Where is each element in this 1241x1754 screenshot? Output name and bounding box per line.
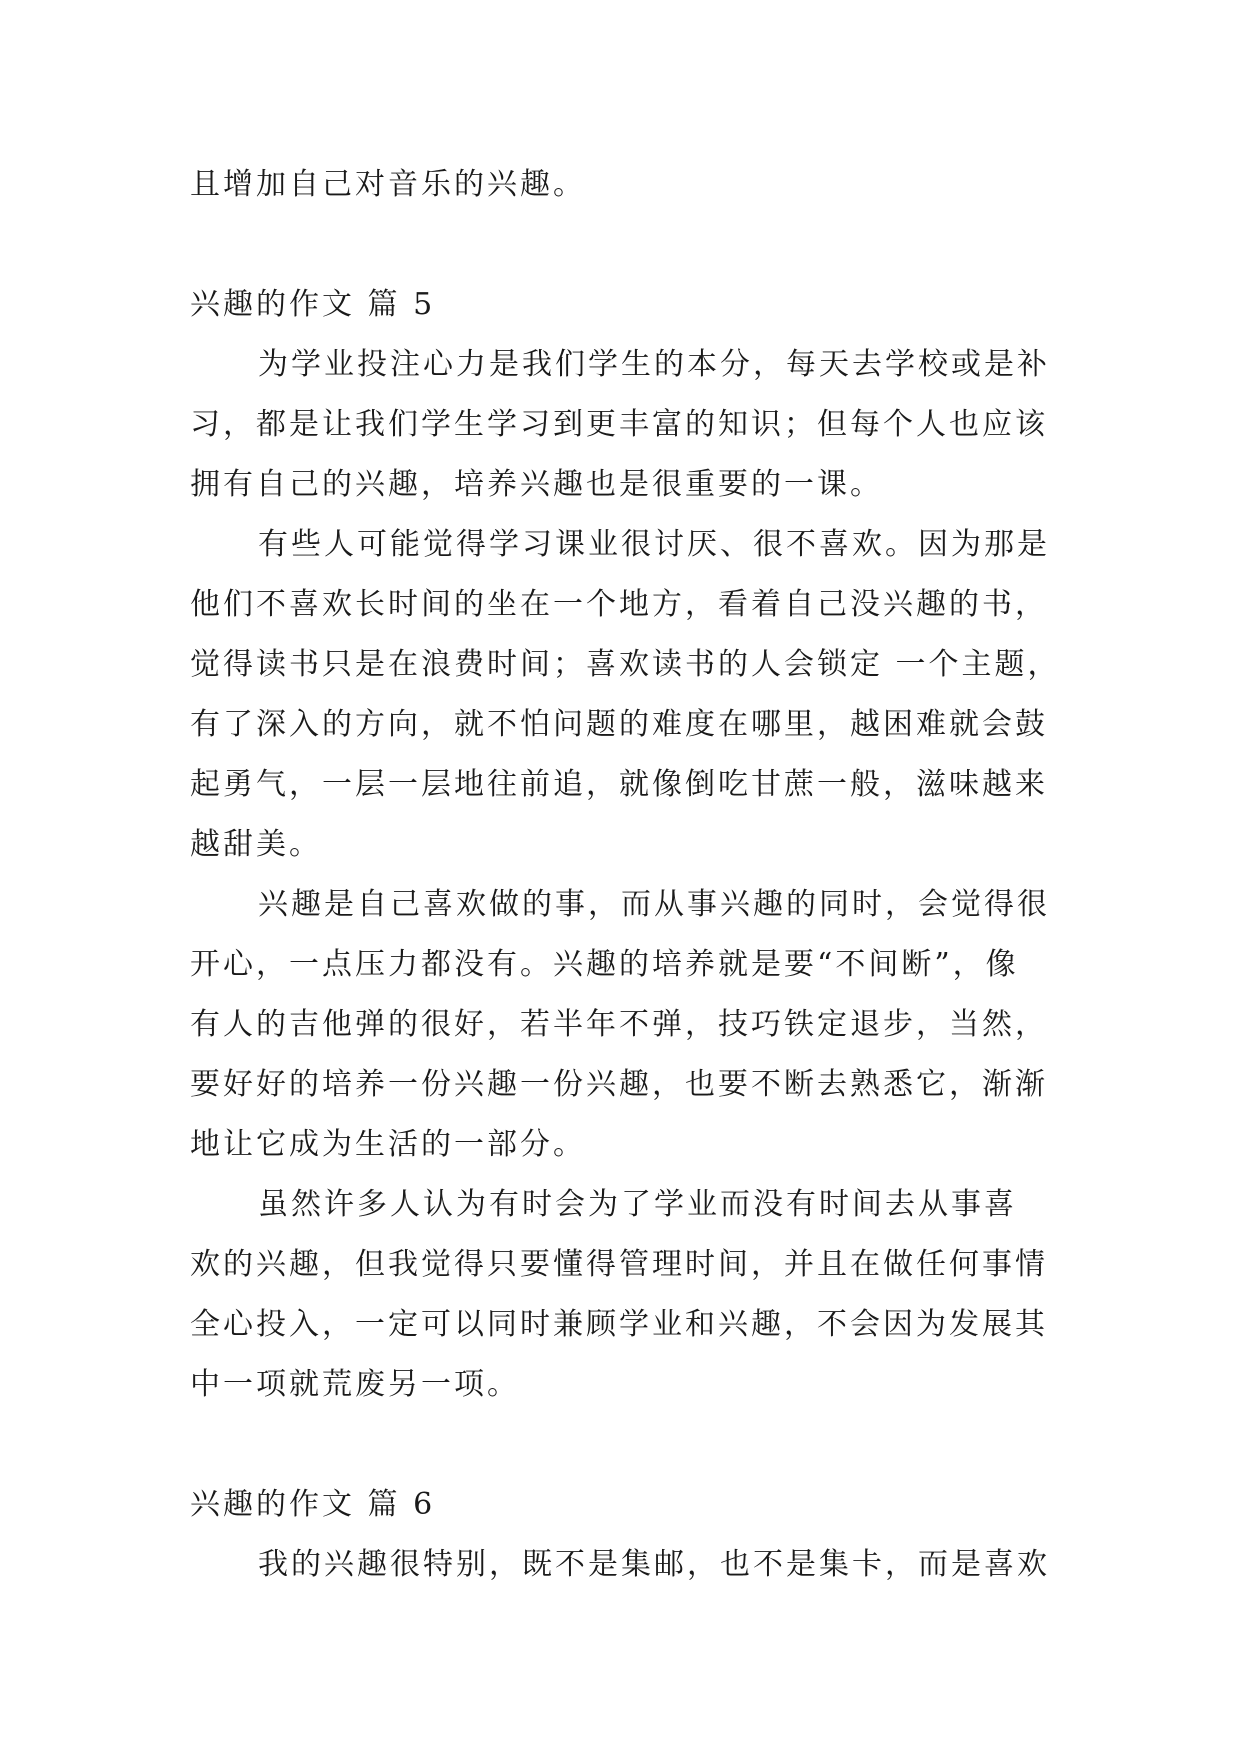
paragraph-line: 欢的兴趣，但我觉得只要懂得管理时间，并且在做任何事情	[190, 1247, 1048, 1282]
paragraph-line: 为学业投注心力是我们学生的本分，每天去学校或是补	[258, 347, 1050, 382]
paragraph-line: 习，都是让我们学生学习到更丰富的知识；但每个人也应该	[190, 407, 1048, 442]
paragraph-line: 有些人可能觉得学习课业很讨厌、很不喜欢。因为那是	[258, 527, 1050, 562]
section-heading-5: 兴趣的作文 篇 5	[190, 287, 436, 322]
paragraph-line: 要好好的培养一份兴趣一份兴趣，也要不断去熟悉它，渐渐	[190, 1067, 1048, 1102]
document-page	[190, 155, 1070, 1595]
paragraph-line: 觉得读书只是在浪费时间；喜欢读书的人会锁定 一个主题，	[190, 647, 1061, 682]
paragraph-line: 有人的吉他弹的很好，若半年不弹，技巧铁定退步，当然，	[190, 1007, 1048, 1042]
paragraph-line: 全心投入，一定可以同时兼顾学业和兴趣，不会因为发展其	[190, 1307, 1048, 1342]
paragraph-line: 且增加自己对音乐的兴趣。	[190, 167, 586, 202]
paragraph-line: 我的兴趣很特别，既不是集邮，也不是集卡，而是喜欢	[258, 1547, 1050, 1582]
paragraph-line: 中一项就荒废另一项。	[190, 1367, 520, 1402]
paragraph-line: 有了深入的方向，就不怕问题的难度在哪里，越困难就会鼓	[190, 707, 1048, 742]
paragraph-line: 拥有自己的兴趣，培养兴趣也是很重要的一课。	[190, 467, 883, 502]
paragraph-line: 兴趣是自己喜欢做的事，而从事兴趣的同时，会觉得很	[258, 887, 1050, 922]
paragraph-line: 他们不喜欢长时间的坐在一个地方，看着自己没兴趣的书，	[190, 587, 1048, 622]
paragraph-line: 越甜美。	[190, 827, 322, 862]
paragraph-line: 虽然许多人认为有时会为了学业而没有时间去从事喜	[258, 1187, 1017, 1222]
paragraph-line: 起勇气，一层一层地往前追，就像倒吃甘蔗一般，滋味越来	[190, 767, 1048, 802]
section-spacer	[190, 1415, 1070, 1475]
paragraph-line: 地让它成为生活的一部分。	[190, 1127, 586, 1162]
section-spacer	[190, 215, 1070, 275]
paragraph-line: 开心，一点压力都没有。兴趣的培养就是要“不间断”，像	[190, 947, 1019, 982]
section-heading-6: 兴趣的作文 篇 6	[190, 1487, 436, 1522]
